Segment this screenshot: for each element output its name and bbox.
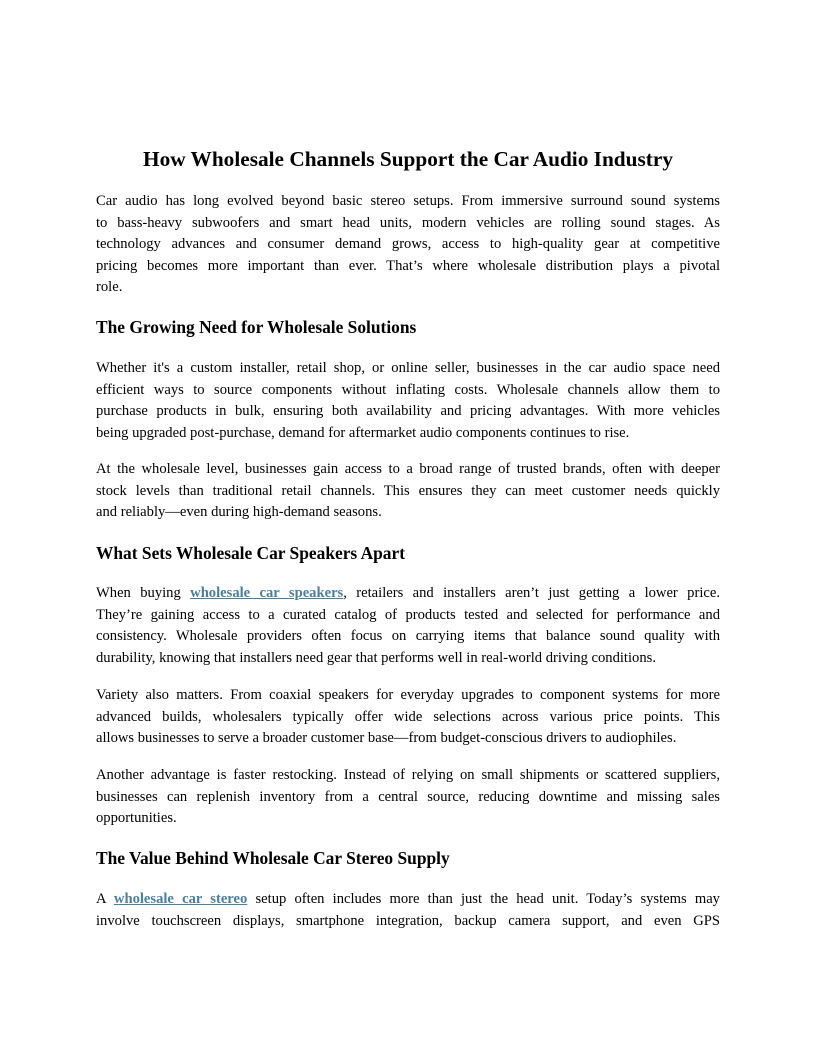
paragraph-text: A xyxy=(96,891,114,907)
paragraph-line: At the wholesale level, businesses gain access to a broad range of trusted brands, often with deeper xyxy=(96,461,720,477)
section2-paragraph-2 xyxy=(96,685,720,750)
section1-paragraph-1 xyxy=(96,358,720,444)
paragraph-line: being upgraded post-purchase, demand for aftermarket audio components continues to rise. xyxy=(96,424,630,441)
paragraph-text: setup often includes more than just the head unit. Today’s systems may xyxy=(247,891,720,907)
paragraph-line: opportunities. xyxy=(96,810,177,826)
wholesale-car-stereo-link[interactable]: wholesale car stereo xyxy=(113,891,248,907)
intro-line: to bass-heavy subwoofers and smart head units, modern vehicles are rolling sound stages. As xyxy=(96,214,720,231)
paragraph-line: and reliably—even during high-demand seasons. xyxy=(96,504,382,520)
intro-line: Car audio has long evolved beyond basic stereo setups. From immersive surround sound systems xyxy=(96,193,720,209)
section2-paragraph-1 xyxy=(96,583,720,669)
intro-paragraph xyxy=(96,191,720,299)
paragraph-line: allows businesses to serve a broader customer base—from budget-conscious drivers to audiophiles. xyxy=(96,730,677,746)
paragraph-line: Variety also matters. From coaxial speakers for everyday upgrades to component systems for more xyxy=(96,687,720,703)
wholesale-car-speakers-link[interactable]: wholesale car speakers xyxy=(190,585,344,601)
paragraph-line: purchase products in bulk, ensuring both availability and pricing advantages. With more vehicles xyxy=(96,403,720,419)
document-title: How Wholesale Channels Support the Car Audio Industry xyxy=(143,147,673,171)
section-heading-stereo: The Value Behind Wholesale Car Stereo Supply xyxy=(96,848,450,868)
section-heading-growing-need: The Growing Need for Wholesale Solutions xyxy=(96,317,417,337)
paragraph-line: consistency. Wholesale providers often focus on carrying items that balance sound quality with xyxy=(96,628,720,644)
section3-paragraph-1 xyxy=(96,889,720,932)
paragraph-line: Whether it's a custom installer, retail shop, or online seller, businesses in the car audio space need xyxy=(96,360,720,376)
paragraph-line: efficient ways to source components without inflating costs. Wholesale channels allow them to xyxy=(96,381,720,398)
paragraph-line-with-link xyxy=(96,889,720,911)
paragraph-line: stock levels than traditional retail channels. This ensures they can meet customer needs quickly xyxy=(96,482,720,499)
section-heading-speakers: What Sets Wholesale Car Speakers Apart xyxy=(96,543,406,563)
paragraph-text: When buying xyxy=(96,585,191,601)
paragraph-line: Another advantage is faster restocking. Instead of relying on small shipments or scattered suppliers, xyxy=(96,767,720,783)
intro-line: technology advances and consumer demand grows, access to high-quality gear at competitive xyxy=(96,236,720,252)
section2-paragraph-3 xyxy=(96,765,720,830)
section1-paragraph-2 xyxy=(96,459,720,524)
intro-line: pricing becomes more important than ever. That’s where wholesale distribution plays a pivotal xyxy=(96,257,720,274)
paragraph-line: businesses can replenish inventory from a central source, reducing downtime and missing sales xyxy=(96,788,720,805)
paragraph-line-with-link xyxy=(96,583,720,605)
paragraph-line: They’re gaining access to a curated catalog of products tested and selected for performance and xyxy=(96,606,720,623)
paragraph-line: durability, knowing that installers need gear that performs well in real-world driving conditions. xyxy=(96,649,656,666)
intro-line: role. xyxy=(96,279,123,295)
paragraph-text: , retailers and installers aren’t just getting a lower price. xyxy=(343,585,720,601)
paragraph-line: involve touchscreen displays, smartphone integration, backup camera support, and even GPS xyxy=(96,912,720,929)
paragraph-line: advanced builds, wholesalers typically offer wide selections across various price points. This xyxy=(96,708,720,725)
